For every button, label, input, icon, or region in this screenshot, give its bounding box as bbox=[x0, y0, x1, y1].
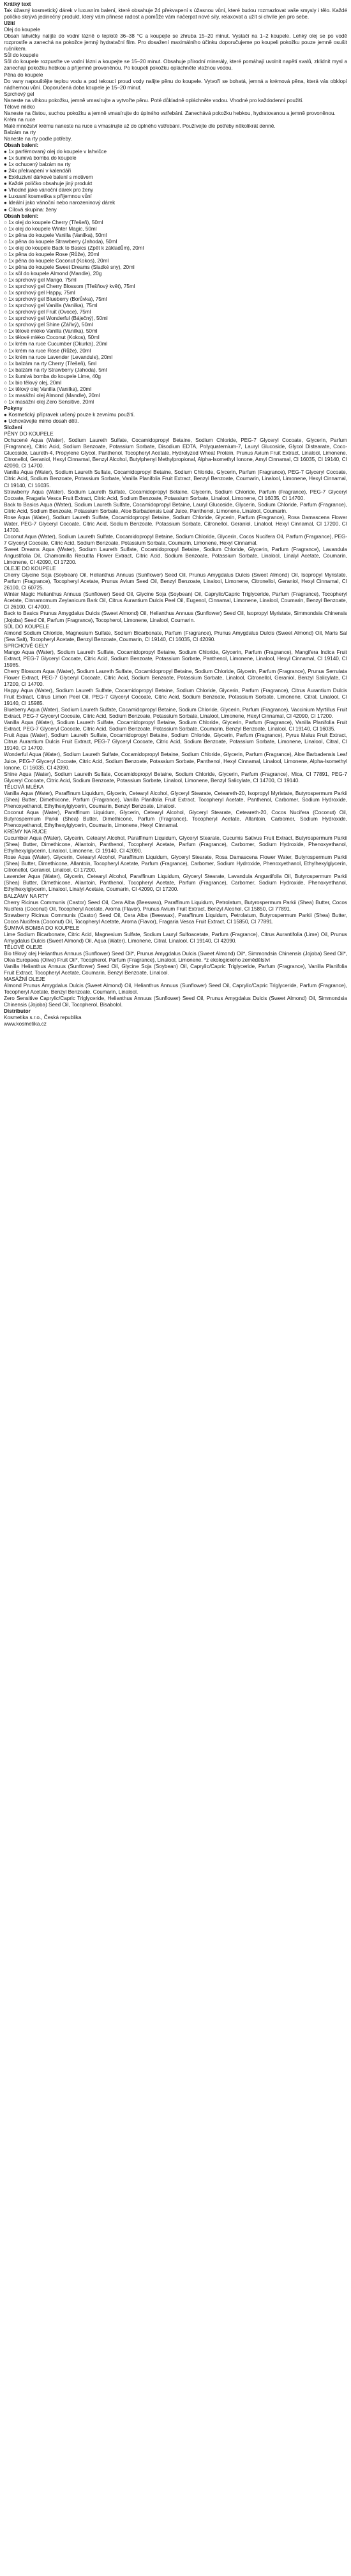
text-line: Shine Aqua (Water), Sodium Laureth Sulfate, Cocamidopropyl Betaine, Sodium Chloride, Glycerin, Parfum (Fragrance), Mica, CI 77891, PEG-7 Glyceryl Cocoate, Citric Acid, Sodium Benzoate, Potassium Sorbate, Linalool, Limonene, Benzyl Salicylate, CI 14700, CI 19140. bbox=[4, 771, 347, 784]
text-line: ● 1x parfémovaný olej do koupele v lahvičce bbox=[4, 149, 107, 155]
text-line: BALZÁMY NA RTY bbox=[4, 893, 49, 899]
text-line: Strawberry Ricinus Communis (Castor) Seed Oil, Cera Alba (Beeswax), Paraffinum Liquidum, Petrolatum, Butyrospermum Parkii (Shea) Butter, Cocos Nucifera (Coconut) Oil, Tocopheryl Acetate, Aroma (Flavor), Fragaria Vesca Fruit Extract, CI 15850, CI 77891. bbox=[4, 912, 347, 925]
text-line: ○ 1x krém na ruce Lavender (Levandule), 20ml bbox=[4, 354, 113, 360]
text-line: Ochucené Aqua (Water), Sodium Laureth Sulfate, Cocamidopropyl Betaine, Sodium Chloride, PEG-7 Glyceryl Cocoate, Glycerin, Parfum (Fragrance), Citric Acid, Sodium Benzoate, Potassium Sorbate, Disodium EDTA, Polyquaternium-7, Lauryl Glucoside, Glycol Distearate, Coco-Glucoside, Laureth-4, Propylene Glycol, Panthenol, Tocopheryl Acetate, Hydrolyzed Wheat Protein, Prunus Avium Fruit Extract, Linalool, Limonene, Citronellol, Geraniol, Hexyl Cinnamal, Benzyl Alcohol, Butylphenyl Methylpropional, Alpha-Isomethyl Ionone, Amyl Cinnamal, CI 16035, CI 19140, CI 42090, CI 14700. bbox=[4, 437, 347, 469]
text-line: Tak úžasný kosmetický dárek v luxusním balení, které obsahuje 24 překvapení s úžasnou vůní, které budou rozmazlovat vaše smysly i tělo. Každé políčko skrývá jedinečný produkt, který vám přinese radost a pomůže vám načerpat nové síly, relaxovat a užít si chvíle jen pro sebe. bbox=[4, 8, 347, 20]
text-line: Almond Sodium Chloride, Magnesium Sulfate, Sodium Bicarbonate, Parfum (Fragrance), Prunus Amygdalus Dulcis (Sweet Almond) Oil, Maris Sal (Sea Salt), Tocopheryl Acetate, Benzyl Benzoate, Coumarin, CI 19140, CI 16035, CI 42090. bbox=[4, 630, 347, 642]
text-line: ○ 1x olej do koupele Back to Basics (Zpět k základům), 20ml bbox=[4, 245, 144, 251]
text-line: Blueberry Aqua (Water), Sodium Laureth Sulfate, Cocamidopropyl Betaine, Sodium Chloride, Glycerin, Parfum (Fragrance), Vaccinium Myrtillus Fruit Extract, PEG-7 Glyceryl Cocoate, Citric Acid, Sodium Benzoate, Potassium Sorbate, Linalool, Limonene, Hexyl Cinnamal, CI 42090, CI 17200. bbox=[4, 707, 347, 720]
text-line: Vanilla Aqua (Water), Sodium Laureth Sulfate, Cocamidopropyl Betaine, Sodium Chloride, Glycerin, Parfum (Fragrance), Vanilla Planifolia Fruit Extract, PEG-7 Glyceryl Cocoate, Citric Acid, Sodium Benzoate, Potassium Sorbate, Coumarin, Benzyl Benzoate, Linalool, CI 19140, CI 16035. bbox=[4, 720, 347, 732]
text-line: ○ 1x pěna do koupele Vanilla (Vanilka), 50ml bbox=[4, 232, 107, 238]
text-line: ○ 1x balzám na rty Cherry (Třešeň), 5ml bbox=[4, 360, 97, 367]
text-line: ○ 1x masážní olej Zero Sensitive, 20ml bbox=[4, 398, 94, 405]
text-line: Cherry Glycine Soja (Soybean) Oil, Helianthus Annuus (Sunflower) Seed Oil, Prunus Amygdalus Dulcis (Sweet Almond) Oil, Isopropyl Myristate, Parfum (Fragrance), Tocopheryl Acetate, Prunus Avium Seed Oil, Benzyl Benzoate, Linalool, Limonene, Citronellol, Geraniol, Hexyl Cinnamal, CI 26100, CI 60725. bbox=[4, 572, 347, 591]
text-line: Kosmetika s.r.o., Česká republika bbox=[4, 1015, 82, 1021]
text-line: Sůl do koupele rozpusťte ve vodní lázni a koupejte se 15–20 minut. Obsahuje přírodní minerály, které pomáhají uvolnit napětí svalů, zklidnit mysl a zanechají pokožku hebkou a příjemně provoněnou. Po koupeli pokožku opláchněte vlažnou vodou. bbox=[4, 59, 347, 72]
text-line: ○ 1x sprchový gel Cherry Blossom (Třešňový květ), 75ml bbox=[4, 284, 135, 290]
text-line: ● Každé políčko obsahuje jiný produkt bbox=[4, 181, 93, 187]
text-line: Back to Basics Prunus Amygdalus Dulcis (Sweet Almond) Oil, Helianthus Annuus (Sunflower) Seed Oil, Isopropyl Myristate, Simmondsia Chinensis (Jojoba) Seed Oil, Parfum (Fragrance), Tocopherol, Limonene, Linalool, Coumarin. bbox=[4, 610, 347, 623]
text-line: ○ 1x sprchový gel Fruit (Ovoce), 75ml bbox=[4, 309, 91, 315]
text-line: TĚLOVÉ OLEJE bbox=[4, 944, 43, 950]
text-line: Lavender Aqua (Water), Glycerin, Cetearyl Alcohol, Paraffinum Liquidum, Glyceryl Stearate, Lavandula Angustifolia Oil, Butyrospermum Parkii (Shea) Butter, Dimethicone, Allantoin, Panthenol, Tocopheryl Acetate, Parfum (Fragrance), Carbomer, Sodium Hydroxide, Phenoxyethanol, Ethylhexylglycerin, Linalool, Linalyl Acetate, Coumarin, CI 42090, CI 17200. bbox=[4, 874, 347, 893]
text-line: Cherry Ricinus Communis (Castor) Seed Oil, Cera Alba (Beeswax), Paraffinum Liquidum, Petrolatum, Butyrospermum Parkii (Shea) Butter, Cocos Nucifera (Coconut) Oil, Tocopheryl Acetate, Aroma (Flavor), Prunus Avium Fruit Extract, Benzyl Alcohol, CI 15850, CI 77891. bbox=[4, 899, 347, 912]
text-line: ○ 1x sprchový gel Happy, 75ml bbox=[4, 290, 75, 296]
text-line: ○ 1x sprchový gel Mango, 75ml bbox=[4, 277, 77, 284]
text-line: Zero Sensitive Caprylic/Capric Triglyceride, Helianthus Annuus (Sunflower) Seed Oil, Prunus Amygdalus Dulcis (Sweet Almond) Oil, Simmondsia Chinensis (Jojoba) Seed Oil, Tocopherol, Bisabolol. bbox=[4, 996, 347, 1008]
text-line: ○ 1x šumivá bomba do koupele Lime, 40g bbox=[4, 373, 101, 379]
text-line: Coconut Aqua (Water), Paraffinum Liquidum, Glycerin, Cetearyl Alcohol, Glyceryl Stearate, Ceteareth-20, Cocos Nucifera (Coconut) Oil, Butyrospermum Parkii (Shea) Butter, Dimethicone, Parfum (Fragrance), Tocopheryl Acetate, Allantoin, Carbomer, Sodium Hydroxide, Phenoxyethanol, Ethylhexylglycerin, Coumarin, Limonene, Hexyl Cinnamal. bbox=[4, 809, 347, 828]
section-heading: Užití bbox=[4, 20, 15, 27]
section-heading: Pokyny bbox=[4, 405, 23, 411]
text-line: Vanilla Aqua (Water), Sodium Laureth Sulfate, Cocamidopropyl Betaine, Sodium Chloride, Glycerin, Parfum (Fragrance), PEG-7 Glyceryl Cocoate, Citric Acid, Sodium Benzoate, Potassium Sorbate, Vanilla Planifolia Fruit Extract, Benzyl Benzoate, Coumarin, Linalool, Limonene, Hexyl Cinnamal, CI 19140, CI 16035. bbox=[4, 469, 347, 489]
text-line: Bio tělový olej Helianthus Annuus (Sunflower) Seed Oil*, Prunus Amygdalus Dulcis (Sweet Almond) Oil*, Simmondsia Chinensis (Jojoba) Seed Oil*, Olea Europaea (Olive) Fruit Oil*, Tocopherol, Parfum (Fragrance), Linalool, Limonene. *z ekologického zemědělství bbox=[4, 950, 347, 963]
text-line: Coconut Aqua (Water), Sodium Laureth Sulfate, Cocamidopropyl Betaine, Sodium Chloride, Glycerin, Cocos Nucifera Oil, Parfum (Fragrance), PEG-7 Glyceryl Cocoate, Citric Acid, Sodium Benzoate, Potassium Sorbate, Coumarin, Limonene, Hexyl Cinnamal. bbox=[4, 533, 347, 546]
product-description-document bbox=[0, 0, 351, 1031]
text-line: ○ 1x tělové mléko Coconut (Kokos), 50ml bbox=[4, 335, 100, 341]
text-line: Back to Basics Aqua (Water), Sodium Laureth Sulfate, Cocamidopropyl Betaine, Lauryl Glucoside, Glycerin, Sodium Chloride, Parfum (Fragrance), Citric Acid, Sodium Benzoate, Potassium Sorbate, Aloe Barbadensis Leaf Juice, Panthenol, Limonene, Linalool, Coumarin. bbox=[4, 501, 347, 514]
text-line: ○ 1x tělové mléko Vanilla (Vanilka), 50ml bbox=[4, 328, 98, 335]
text-line: ○ 1x sůl do koupele Almond (Mandle), 20g bbox=[4, 270, 102, 277]
text-line: Do vany napouštějte teplou vodu a pod tekoucí proud vody nalijte pěnu do koupele. Vytvoří se bohatá, jemná a krémová pěna, která vás obklopí nádhernou vůní. Doporučená doba koupele je 15–20 minut. bbox=[4, 78, 347, 91]
text-line: Naneste na rty podle potřeby. bbox=[4, 135, 72, 142]
text-line: Rose Aqua (Water), Glycerin, Cetearyl Alcohol, Paraffinum Liquidum, Glyceryl Stearate, Rosa Damascena Flower Water, Butyrospermum Parkii (Shea) Butter, Dimethicone, Allantoin, Tocopheryl Acetate, Parfum (Fragrance), Carbomer, Sodium Hydroxide, Phenoxyethanol, Ethylhexylglycerin, Citronellol, Geraniol, Linalool, CI 17200. bbox=[4, 854, 347, 874]
text-line: ● Uchovávejte mimo dosah dětí. bbox=[4, 418, 79, 425]
text-line: ○ 1x krém na ruce Cucumber (Okurka), 20ml bbox=[4, 341, 108, 347]
text-line: ○ 1x olej do koupele Winter Magic, 50ml bbox=[4, 225, 97, 232]
text-line: PĚNY DO KOUPELE bbox=[4, 431, 54, 437]
text-line: ● Vhodné jako vánoční dárek pro ženy bbox=[4, 187, 94, 193]
text-line: Naneste na vlhkou pokožku, jemně vmasírujte a vytvořte pěnu. Poté důkladně opláchněte vodou. Vhodné pro každodenní použití. bbox=[4, 97, 304, 103]
text-line: Winter Magic Helianthus Annuus (Sunflower) Seed Oil, Glycine Soja (Soybean) Oil, Caprylic/Capric Triglyceride, Parfum (Fragrance), Tocopheryl Acetate, Cinnamomum Zeylanicum Bark Oil, Citrus Aurantium Dulcis Peel Oil, Eugenol, Cinnamal, Limonene, Linalool, Coumarin, Benzyl Benzoate, CI 26100, CI 47000. bbox=[4, 591, 347, 610]
text-line: ○ 1x sprchový gel Blueberry (Borůvka), 75ml bbox=[4, 296, 107, 303]
text-line: ● 1x ochucený balzám na rty bbox=[4, 162, 71, 168]
text-line: KRÉMY NA RUCE bbox=[4, 829, 47, 835]
section-heading: Obsah balení: bbox=[4, 142, 39, 149]
website-link[interactable]: www.kosmetika.cz bbox=[4, 1021, 47, 1027]
text-line: ● Ideální jako vánoční nebo narozeninový dárek bbox=[4, 200, 116, 206]
text-line: ● 24x překvapení v kalendáři bbox=[4, 168, 71, 174]
text-line: Mango Aqua (Water), Sodium Laureth Sulfate, Cocamidopropyl Betaine, Sodium Chloride, Glycerin, Parfum (Fragrance), Mangifera Indica Fruit Extract, PEG-7 Glyceryl Cocoate, Citric Acid, Sodium Benzoate, Potassium Sorbate, Panthenol, Limonene, Linalool, Hexyl Cinnamal, CI 19140, CI 15985. bbox=[4, 649, 347, 668]
text-line: Naneste na čistou, suchou pokožku a jemně vmasírujte do úplného vstřebání. Zanechává pokožku hebkou, hydratovanou a jemně provoněnou. bbox=[4, 110, 336, 116]
text-line: Rose Aqua (Water), Sodium Laureth Sulfate, Cocamidopropyl Betaine, Sodium Chloride, Glycerin, Parfum (Fragrance), Rosa Damascena Flower Water, PEG-7 Glyceryl Cocoate, Citric Acid, Sodium Benzoate, Potassium Sorbate, Citronellol, Geraniol, Linalool, Hexyl Cinnamal, CI 17200, CI 14700. bbox=[4, 514, 347, 533]
text-line: ● 1x šumivá bomba do koupele bbox=[4, 155, 77, 162]
text-line: ○ 1x sprchový gel Vanilla (Vanilka), 75ml bbox=[4, 303, 98, 309]
text-line: Obsah lahvičky nalijte do vodní lázně o teplotě 36–38 °C a koupejte se zhruba 15–20 minut. Vystačí na 1–2 koupele. Lehký olej se po vodě rozprostře a zanechá na pokožce jemný hydratační film. Pro dosažení maximálního účinku doporučujeme po koupeli pokožku pouze jemně osušit ručníkem. bbox=[4, 33, 347, 52]
text-line: Vanilla Aqua (Water), Paraffinum Liquidum, Glycerin, Cetearyl Alcohol, Glyceryl Stearate, Ceteareth-20, Isopropyl Myristate, Butyrospermum Parkii (Shea) Butter, Dimethicone, Parfum (Fragrance), Vanilla Planifolia Fruit Extract, Tocopheryl Acetate, Panthenol, Carbomer, Sodium Hydroxide, Phenoxyethanol, Ethylhexylglycerin, Coumarin, Benzyl Benzoate, Linalool. bbox=[4, 790, 347, 809]
text-line: ○ 1x sprchový gel Wonderful (Báječný), 50ml bbox=[4, 315, 108, 322]
text-line: Balzám na rty bbox=[4, 129, 36, 135]
text-line: Olej do koupele bbox=[4, 27, 40, 33]
text-line: TĚLOVÁ MLÉKA bbox=[4, 784, 44, 790]
text-line: Almond Prunus Amygdalus Dulcis (Sweet Almond) Oil, Helianthus Annuus (Sunflower) Seed Oil, Caprylic/Capric Triglyceride, Parfum (Fragrance), Tocopheryl Acetate, Benzyl Benzoate, Coumarin, Linalool. bbox=[4, 983, 347, 996]
text-line: Sweet Dreams Aqua (Water), Sodium Laureth Sulfate, Cocamidopropyl Betaine, Sodium Chloride, Glycerin, Parfum (Fragrance), Lavandula Angustifolia Oil, Chamomilla Recutita Flower Extract, Citric Acid, Sodium Benzoate, Potassium Sorbate, Linalool, Linalyl Acetate, Coumarin, Limonene, CI 42090, CI 17200. bbox=[4, 546, 347, 566]
text-line: Tělové mléko bbox=[4, 103, 35, 110]
text-line: Cherry Blossom Aqua (Water), Sodium Laureth Sulfate, Cocamidopropyl Betaine, Sodium Chloride, Glycerin, Parfum (Fragrance), Prunus Serrulata Flower Extract, PEG-7 Glyceryl Cocoate, Citric Acid, Sodium Benzoate, Potassium Sorbate, Linalool, Citronellol, Geraniol, Benzyl Salicylate, CI 17200, CI 14700. bbox=[4, 668, 347, 687]
text-line: Malé množství krému naneste na ruce a vmasírujte až do úplného vstřebání. Používejte dle potřeby několikrát denně. bbox=[4, 123, 276, 129]
text-line: ○ 1x bio tělový olej, 20ml bbox=[4, 379, 62, 386]
text-line: SŮL DO KOUPELE bbox=[4, 623, 50, 630]
text-line: ● Cílová skupina: ženy bbox=[4, 206, 57, 213]
text-line: Cucumber Aqua (Water), Glycerin, Cetearyl Alcohol, Paraffinum Liquidum, Glyceryl Stearate, Cucumis Sativus Fruit Extract, Butyrospermum Parkii (Shea) Butter, Dimethicone, Allantoin, Panthenol, Tocopheryl Acetate, Parfum (Fragrance), Carbomer, Sodium Hydroxide, Phenoxyethanol, Ethylhexylglycerin, Linalool, Limonene, CI 19140, CI 42090. bbox=[4, 835, 347, 854]
section-heading: Obsah balení: bbox=[4, 213, 39, 219]
text-line: ○ 1x pěna do koupele Sweet Dreams (Sladké sny), 20ml bbox=[4, 264, 135, 270]
text-line: ○ 1x balzám na rty Strawberry (Jahoda), 5ml bbox=[4, 367, 107, 373]
text-line: ○ 1x masážní olej Almond (Mandle), 20ml bbox=[4, 392, 100, 398]
section-heading: Krátký text bbox=[4, 1, 31, 7]
text-line: ● Luxusní kosmetika s příjemnou vůní bbox=[4, 193, 92, 200]
text-line: ŠUMIVÁ BOMBA DO KOUPELE bbox=[4, 925, 80, 931]
text-line: Vanilla Helianthus Annuus (Sunflower) Seed Oil, Glycine Soja (Soybean) Oil, Caprylic/Capric Triglyceride, Parfum (Fragrance), Vanilla Planifolia Fruit Extract, Tocopheryl Acetate, Coumarin, Benzyl Benzoate, Linalool. bbox=[4, 964, 347, 976]
text-line: Krém na ruce bbox=[4, 116, 36, 123]
section-heading: Distributor bbox=[4, 1008, 31, 1015]
text-line: ○ 1x pěna do koupele Coconut (Kokos), 20ml bbox=[4, 257, 109, 264]
text-line: MASÁŽNÍ OLEJE bbox=[4, 976, 45, 983]
text-line: ○ 1x tělový olej Vanilla (Vanilka), 20ml bbox=[4, 386, 92, 392]
text-line: ● Exkluzivní dárkové balení s motivem bbox=[4, 174, 93, 181]
section-heading: Složení bbox=[4, 425, 22, 431]
text-line: ○ 1x krém na ruce Rose (Růže), 20ml bbox=[4, 347, 91, 354]
text-line: Fruit Aqua (Water), Sodium Laureth Sulfate, Cocamidopropyl Betaine, Sodium Chloride, Glycerin, Parfum (Fragrance), Pyrus Malus Fruit Extract, Citrus Aurantium Dulcis Fruit Extract, PEG-7 Glyceryl Cocoate, Citric Acid, Sodium Benzoate, Potassium Sorbate, Limonene, Linalool, Citral, CI 19140, CI 14700. bbox=[4, 732, 347, 752]
text-line: ● Kosmetický přípravek určený pouze k zevnímu použití. bbox=[4, 412, 135, 418]
text-line: Wonderful Aqua (Water), Sodium Laureth Sulfate, Cocamidopropyl Betaine, Sodium Chloride, Glycerin, Parfum (Fragrance), Aloe Barbadensis Leaf Juice, PEG-7 Glyceryl Cocoate, Citric Acid, Sodium Benzoate, Potassium Sorbate, Panthenol, Hexyl Cinnamal, Linalool, Limonene, Alpha-Isomethyl Ionone, CI 16035, CI 42090. bbox=[4, 752, 347, 771]
text-line: Happy Aqua (Water), Sodium Laureth Sulfate, Cocamidopropyl Betaine, Sodium Chloride, Glycerin, Parfum (Fragrance), Citrus Aurantium Dulcis Fruit Extract, Citrus Limon Peel Oil, PEG-7 Glyceryl Cocoate, Citric Acid, Sodium Benzoate, Potassium Sorbate, Limonene, Citral, Linalool, CI 19140, CI 15985. bbox=[4, 688, 347, 707]
text-line: Sůl do koupele bbox=[4, 52, 39, 59]
text-line: Pěna do koupele bbox=[4, 72, 43, 78]
text-line: ○ 1x pěna do koupele Strawberry (Jahoda), 50ml bbox=[4, 238, 117, 245]
text-line: ○ 1x olej do koupele Cherry (Třešeň), 50ml bbox=[4, 219, 103, 225]
text-line: Strawberry Aqua (Water), Sodium Laureth Sulfate, Cocamidopropyl Betaine, Glycerin, Sodium Chloride, Parfum (Fragrance), PEG-7 Glyceryl Cocoate, Fragaria Vesca Fruit Extract, Citric Acid, Sodium Benzoate, Potassium Sorbate, Linalool, Limonene, CI 16035, CI 14700. bbox=[4, 489, 347, 501]
text-line: Sprchový gel bbox=[4, 91, 34, 97]
text-line: OLEJE DO KOUPELE bbox=[4, 566, 56, 572]
text-line: ○ 1x pěna do koupele Rose (Růže), 20ml bbox=[4, 251, 100, 257]
text-line: SPRCHOVÉ GELY bbox=[4, 642, 49, 649]
text-line: ○ 1x sprchový gel Shine (Zářivý), 50ml bbox=[4, 322, 93, 328]
text-line: Lime Sodium Bicarbonate, Citric Acid, Magnesium Sulfate, Sodium Lauryl Sulfoacetate, Parfum (Fragrance), Citrus Aurantifolia (Lime) Oil, Prunus Amygdalus Dulcis (Sweet Almond) Oil, Aqua (Water), Limonene, Citral, Linalool, CI 19140, CI 42090. bbox=[4, 931, 347, 944]
